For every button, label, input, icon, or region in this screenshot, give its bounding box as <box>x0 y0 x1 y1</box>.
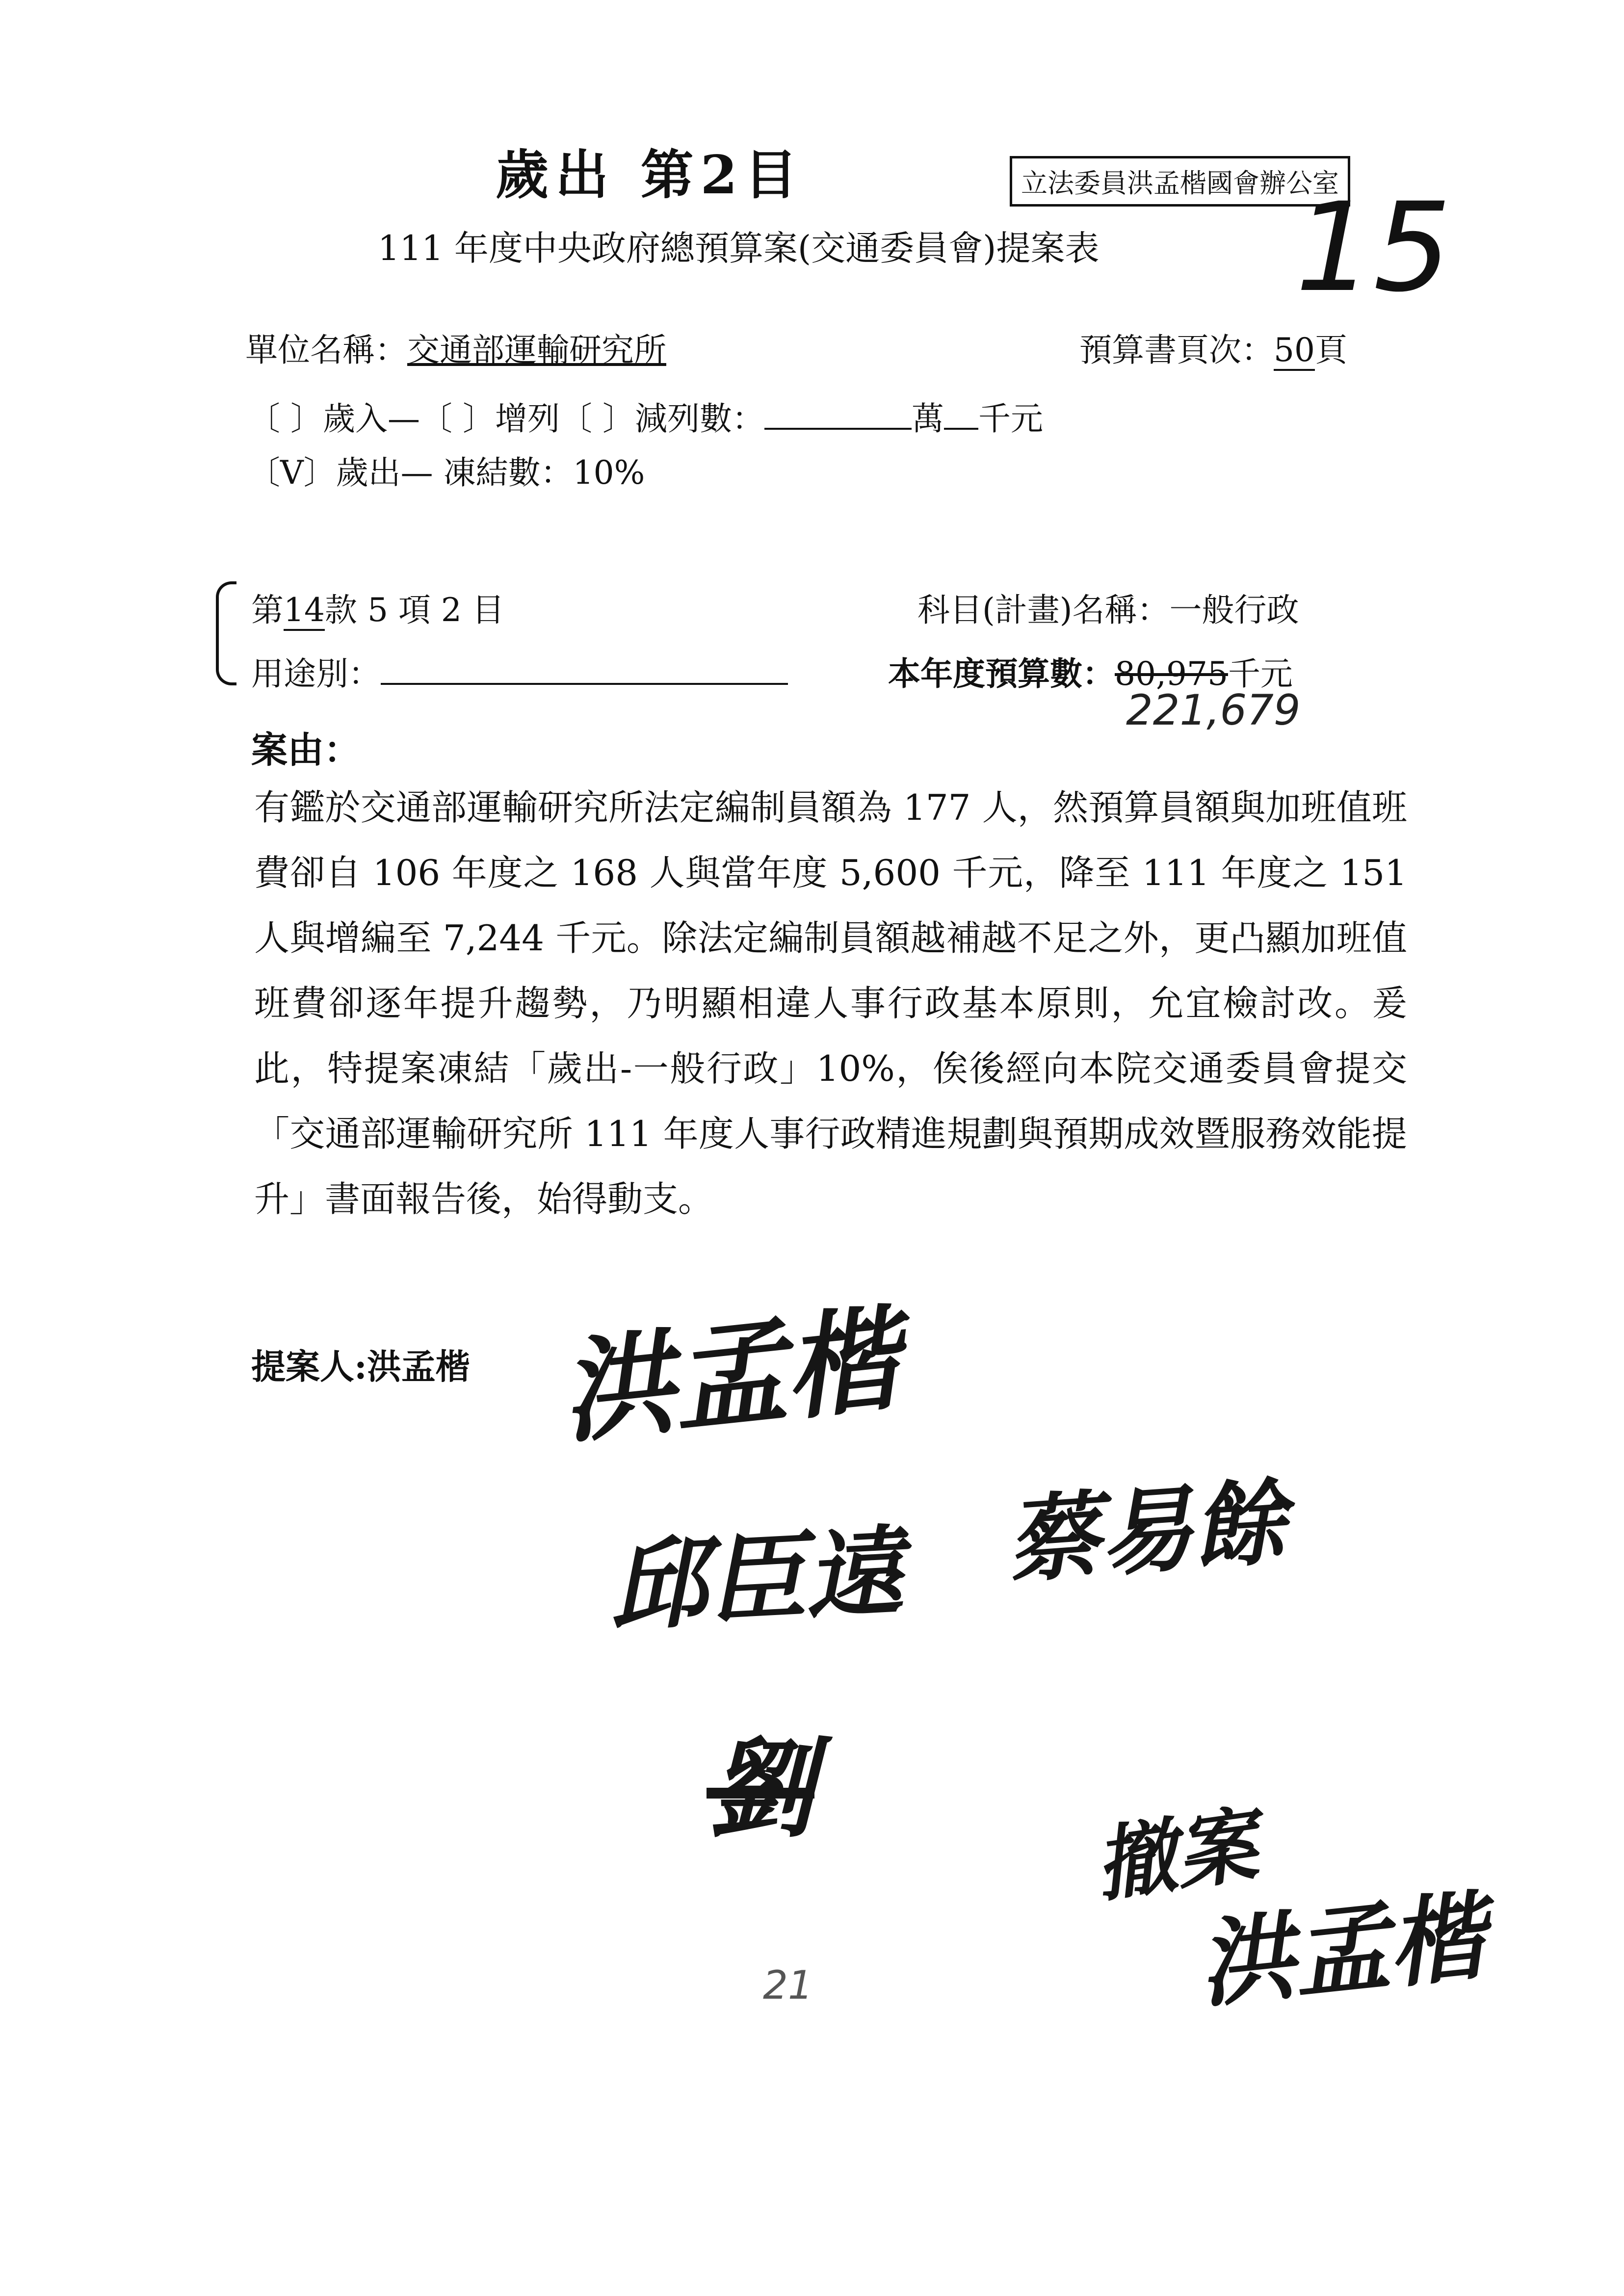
budget-label: 本年度預算數： <box>888 654 1115 693</box>
handwritten-page-number: 15 <box>1295 176 1452 319</box>
cosigner-3-signature: 劉 <box>707 1726 815 1852</box>
expense-line: 〔V〕歲出— 凍結數：10% <box>248 454 645 492</box>
office-stamp: 立法委員洪孟楷國會辦公室 <box>1010 156 1350 207</box>
reason-label: 案由： <box>251 729 360 771</box>
unit-value: 交通部運輸研究所 <box>407 331 666 369</box>
income-line-prefix: 〔 〕歲入—〔 〕增列〔 〕減列數： <box>248 400 764 438</box>
handwritten-budget-correction: 221,679 <box>1126 686 1301 735</box>
item-rest: 款 5 項 2 目 <box>324 591 504 629</box>
proposer-label: 提案人:洪孟楷 <box>251 1346 470 1387</box>
document-title: 歲出 第2目 <box>496 144 804 206</box>
cosigner-2-signature: 蔡易餘 <box>1003 1468 1290 1596</box>
cosigner-1-signature: 邱臣遠 <box>606 1515 906 1645</box>
unit-label: 單位名稱： <box>245 331 407 369</box>
page-ref-suffix: 頁 <box>1314 331 1347 369</box>
usage-label: 用途別： <box>251 655 381 693</box>
income-unit-qian: 千元 <box>978 400 1043 438</box>
income-amount-blank <box>764 428 912 430</box>
form-subtitle: 111 年度中央政府總預算案(交通委員會)提案表 <box>378 228 1100 268</box>
withdraw-note: 撤案 <box>1089 1797 1263 1913</box>
unit-row <box>245 324 666 370</box>
page-mark: 21 <box>763 1962 813 2008</box>
budget-old-value: 80,975 <box>1115 655 1228 693</box>
subject-label: 科目(計畫)名稱： <box>917 591 1170 629</box>
page-ref-row <box>1079 324 1347 371</box>
proposer-signature: 洪孟楷 <box>554 1294 905 1460</box>
item-row <box>251 584 504 631</box>
subject-value: 一般行政 <box>1169 591 1299 629</box>
withdraw-signature: 洪孟楷 <box>1193 1880 1490 2021</box>
item-kuan: 14 <box>284 591 325 631</box>
item-prefix: 第 <box>251 591 284 629</box>
income-unit-wan: 萬 <box>911 400 944 438</box>
income-row <box>248 392 1043 439</box>
subject-row <box>917 584 1299 630</box>
page-ref-label: 預算書頁次： <box>1079 331 1274 369</box>
usage-row <box>251 648 788 694</box>
reason-body: 有鑑於交通部運輸研究所法定編制員額為 177 人，然預算員額與加班值班費卻自 106 年度之 168 人與當年度 5,600 千元，降至 111 年度之 151 人與增編至 7,244 千元。除法定編制員額越補越不足之外，更凸顯加班值班費卻逐年提升趨勢，乃明顯相違人事行政基本原則，允宜檢討改。爰此，特提案凍結「歲出-一般行政」10%，俟後經向本院交通委員會提交「交通部運輸研究所 111 年度人事行政精進規劃與預期成效暨服務效能提升」書面報告後，始得動支。 <box>254 787 1407 1220</box>
budget-unit: 千元 <box>1228 655 1293 693</box>
item-bracket <box>216 581 236 685</box>
income-qian-blank <box>944 428 978 430</box>
page-ref-value: 50 <box>1274 331 1315 371</box>
usage-blank <box>381 683 788 685</box>
